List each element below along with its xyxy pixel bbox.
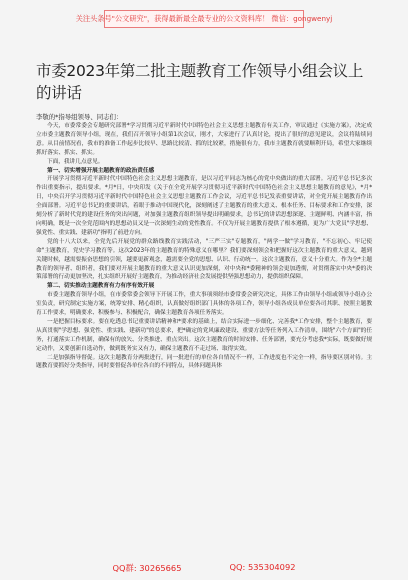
section-heading-1: 第一、切实增强开展主题教育的政治责任感: [47, 167, 155, 174]
paragraph-body-2: 党的十八大以来，全党先后开展党的群众路线教育实践活动，"三严三实"专题教育，"两学一做"学习教育，"不忘初心、牢记使命"主题教育，党史学习教育等。这次2023年的主题教育的特殊意义在哪里？我们要深刻领会和把握好这次主题教育的重大意义，越到关键时候，越需要振奋思想的引领，越要更新观念，越需要全党的思想、认识、行动统一。这次主题教育，意义十分重大。作为全*主题教育的领导者、组织者，我们要对开展主题教育的重大意义认识更加深刻，对中央和*委精神的领会更加透彻，对贯彻落实中央*委的决策部署的行动更加坚决，扎实组织开展好主题教育，为推动经济社会发展提供坚强思想动力，提供组织保障。: [36, 238, 372, 281]
banner-text: 关注头条号"公文研究"，获得最新最全最专业的公文资料库！ 微信：gongwenyj: [75, 14, 333, 23]
footer-contacts: [0, 562, 408, 576]
footer-qq: QQ: 535304092: [229, 562, 296, 572]
paragraph-intro: 今天，市委常委会专题研究部署*学习贯彻习近平新时代中国特色社会主义思想主题教育有关工作，审议通过《实施方案》，决定成立市委主题教育领导小组，现在，我们召开领导小组第1次会议，刚才，大家进行了认真讨论，提出了很好的意见建议，会议将陆续同意。从目前情况看，我市的准备工作起步比较早、思路比较清、抓的比较紧，措施很有力，我市主题教育就要顺利开局，希望大家继续抓好落实、抓实、抓实。: [36, 123, 372, 156]
paragraph-transition: 下面，我讲几点意见。: [47, 158, 104, 165]
paragraph-body-5: 二是加强指导督促。这次主题教育分两批进行，同一批进行的单位各自情况不一样，工作进度也不完全一样，指导要区别对待。主题教育要抓好分类指导，同时要督促各单位各自的不同特点，具体问题具体: [36, 354, 372, 370]
header-banner: [75, 10, 333, 28]
footer-qq-group: QQ群: 30265665: [112, 563, 182, 573]
paragraph-body-1: 开展学习贯彻习近平新时代中国特色社会主义思想主题教育，是以习近平同志为核心的党中央做出的重大部署。习近平总书记多次作出重要指示，提出要求。*月*日，中央印发《关于在全党开展学习贯彻习近平新时代中国特色社会主义思想主题教育的意见》，*月*日，中央召开学习贯彻习近平新时代中国特色社会主义思想主题教育工作会议，习近平总书记发表重要讲话，对全党开展主题教育作出全面部署。习近平总书记的重要讲话，着眼于推动中国现代化，深刻阐述了主题教育的重大意义、根本任务、目标要求和工作安排，深刻分析了新时代党的建设任务的突出问题，对加强主题教育组织领导提出明确要求，总书记的讲话思想深邃、主题鲜明、内涵丰富，指向明确，既是一次全党范围内的思想动员又是一次深刻生动的党性教育。不仅为开展主题教育提供了根本遵循，更为广大党员"学思想、强党性、重实践、建新功"指明了前进方向。: [36, 176, 372, 236]
paragraph-body-3: 市委主题教育领导小组，在市委常委会领导下开展工作，重大事项须经市委常委会研究决定，具体工作由领导小组或领导小组办公室负责，研究制定实施方案，统筹安排、精心组织，认真做好组织部门具体的各项工作，领导小组各成员单位要各司其职、按照主题教育工作要求，明确要求、积极参与、积极配合，确保主题教育各项任务落实。: [36, 292, 372, 317]
document-page: [36, 42, 372, 562]
section-heading-2: 第二、切实推动主题教育有力有序有效开展: [47, 283, 155, 290]
paragraph-body-4: 一是把握目标要求。要在吃透总书记重要讲话精神和*要求的基础上，结合实际进一步细化、完善我*工作安排，整个主题教育，要从真贯彻"学思想、强党性、重实践、建新功"的总要求，把*确定的党风廉政建设、重要方法等任务列入工作清单，围绕"六个方面"的任务，打通落实工作机制，确保有的放矢、分类推进、重点突出。这次主题教育的时间安排、任务部署，要充分考虑我*实际，既要做好规定动作，又要创新自选动作，做到既务实又有力，确保主题教育不走过场、取得实效。: [36, 318, 372, 352]
document-title: 市委2023年第二批主题教育工作领导小组会议上的讲话: [36, 62, 364, 102]
salutation: 李敬的*指导组领导、同志们：: [36, 113, 123, 121]
